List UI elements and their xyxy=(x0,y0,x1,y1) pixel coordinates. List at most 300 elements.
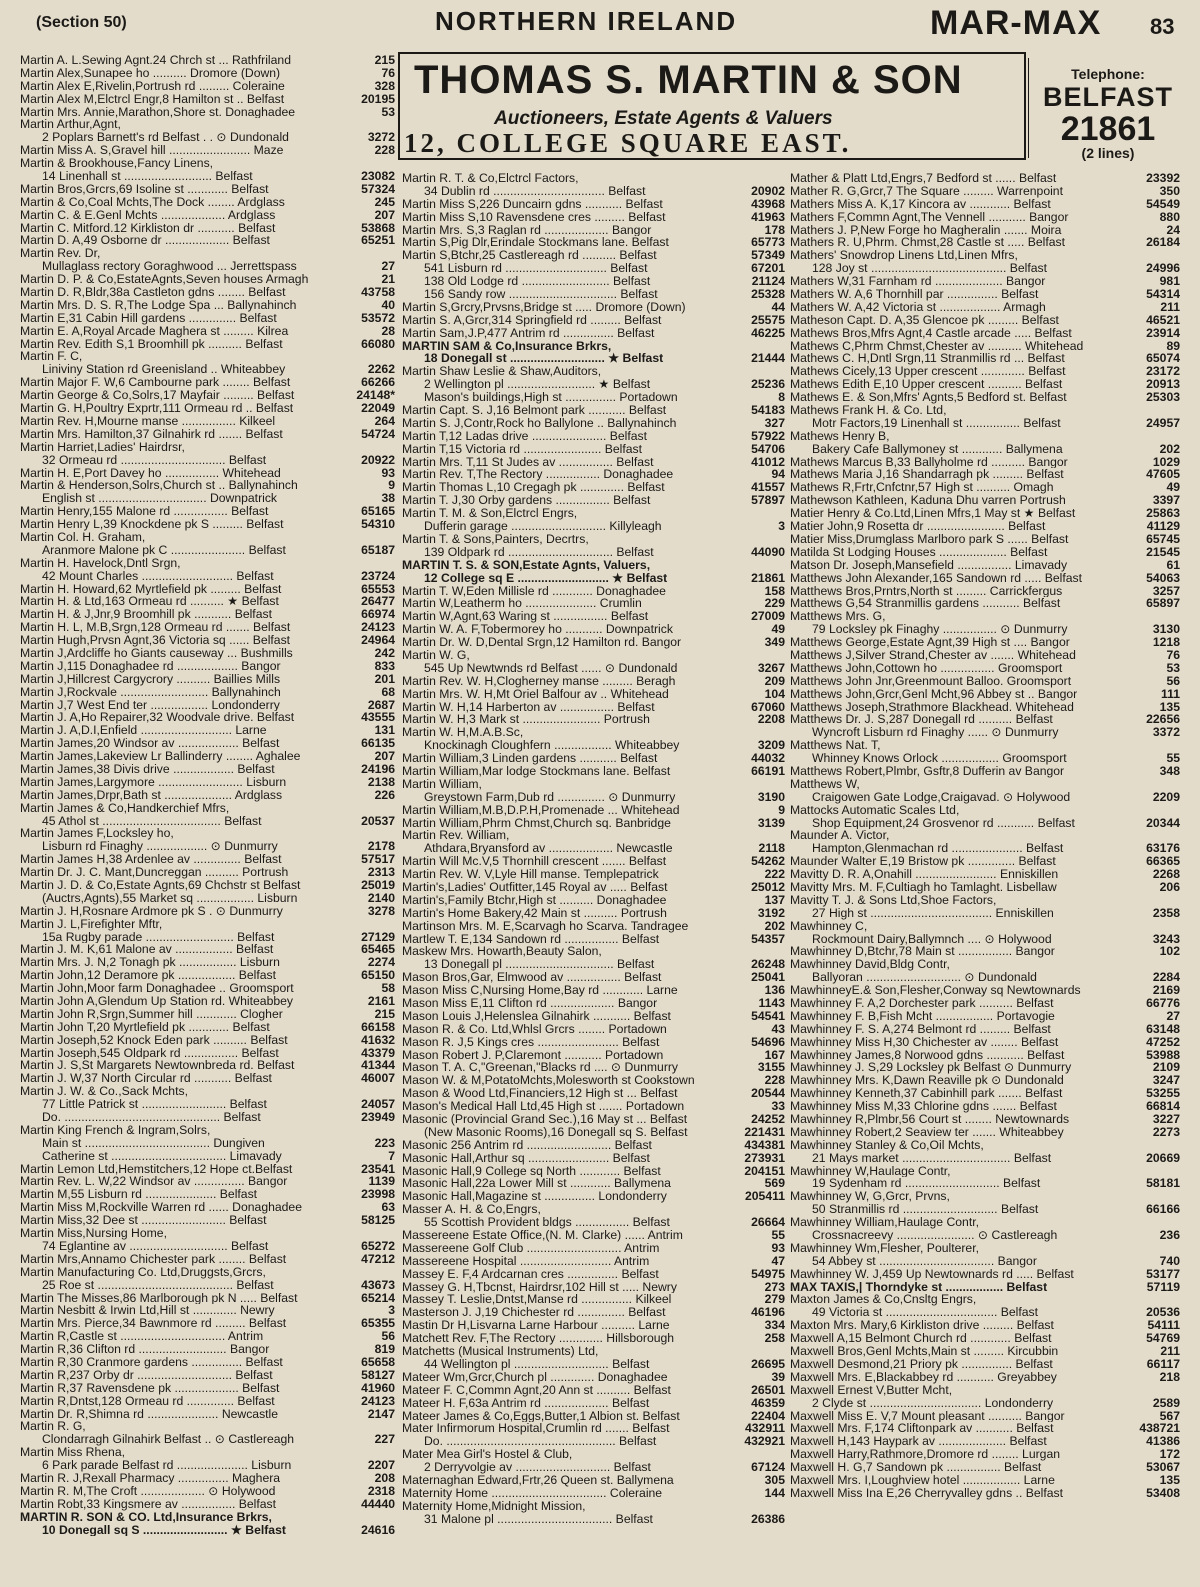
entry-phone-number: 3397 xyxy=(1152,494,1180,508)
entry-text: Martin Rev. H,Mourne manse ................ Kilkeel xyxy=(20,414,276,428)
entry-phone-number: 227 xyxy=(374,1433,395,1447)
entry-phone-number: 43 xyxy=(771,1022,785,1036)
entry-text: Matthews Nat. T, xyxy=(790,739,881,753)
entry-phone-number: 26248 xyxy=(751,958,785,972)
entry-text: 15a Rugby parade .......................... Belfast xyxy=(42,930,275,944)
entry-text: Martin H. & Ltd,163 Ormeau rd .......... ★ Belfast xyxy=(20,595,279,609)
entry-phone-number: 158 xyxy=(764,584,785,598)
entry-phone-number: 57349 xyxy=(751,249,785,263)
directory-entry xyxy=(20,995,395,1008)
entry-text: Martin E. A,Royal Arcade Maghera st ......... Kilrea xyxy=(20,324,289,338)
entry-text: Matthews John Jnr,Greenmount Balloo. Groomsport xyxy=(790,674,1072,688)
entry-phone-number: 53255 xyxy=(1146,1087,1180,1101)
entry-text: Martin Sam,J.P,477 Antrim rd ............... Belfast xyxy=(402,326,655,340)
entry-text: Martin Nesbitt & Irwin Ltd,Hill st ............. Newry xyxy=(20,1304,275,1318)
directory-entry xyxy=(790,662,1180,675)
directory-entry xyxy=(20,286,395,299)
entry-text: Martin Col. H. Graham, xyxy=(20,530,146,544)
entry-phone-number: 54706 xyxy=(751,442,785,456)
entry-phone-number: 61 xyxy=(1166,558,1180,572)
directory-entry xyxy=(402,778,785,791)
entry-phone-number: 2274 xyxy=(367,956,395,970)
entry-text: Massey T. Leslie,Dntst,Manse rd ............... Kilkeel xyxy=(402,1293,672,1307)
entry-text: Do. .................................................. Belfast xyxy=(424,1435,657,1449)
directory-entry xyxy=(20,467,395,480)
entry-phone-number: 43758 xyxy=(361,286,395,299)
directory-entry xyxy=(20,660,395,673)
directory-entry xyxy=(20,1124,395,1137)
directory-entry xyxy=(402,443,785,456)
directory-entry xyxy=(790,688,1180,701)
entry-text: Martin Mrs. J. N,2 Tonagh pk ................. Lisburn xyxy=(20,956,280,970)
entry-text: Matthews Bros,Prntrs,North st ......... Carrickfergus xyxy=(790,584,1063,598)
entry-text: Maxton James & Co,Cnsltg Engrs, xyxy=(790,1293,977,1307)
directory-entry xyxy=(20,479,395,492)
directory-entry xyxy=(402,481,785,494)
directory-entry xyxy=(20,1485,395,1498)
entry-phone-number: 20902 xyxy=(751,184,785,198)
directory-entry xyxy=(402,1384,785,1397)
entry-phone-number: 89 xyxy=(1166,339,1180,353)
entry-phone-number: 56 xyxy=(1166,674,1180,688)
directory-entry xyxy=(402,585,785,598)
directory-entry xyxy=(790,1010,1180,1023)
entry-text: Martin James F,Locksley ho, xyxy=(20,827,174,841)
directory-entry xyxy=(402,494,785,507)
entry-text: Martin A. L.Sewing Agnt.24 Chrch st ... Rathfriland xyxy=(20,54,291,67)
entry-phone-number: 981 xyxy=(1159,275,1180,289)
entry-phone-number: 305 xyxy=(764,1473,785,1487)
entry-phone-number: 201 xyxy=(374,672,395,686)
entry-phone-number: 2268 xyxy=(1152,868,1180,881)
directory-entry xyxy=(402,468,785,481)
entry-text: Matier John,9 Rosetta dr ....................... Belfast xyxy=(790,520,1046,533)
entry-text: Mateer H. F,63a Antrim rd ................... Belfast xyxy=(402,1396,650,1410)
directory-entry xyxy=(20,1034,395,1047)
entry-text: Clondarragh Gilnahirk Belfast .. ⊙ Castlereagh xyxy=(42,1433,295,1447)
entry-phone-number: 40 xyxy=(381,298,395,312)
directory-entry xyxy=(402,275,785,288)
entry-phone-number: 41960 xyxy=(361,1381,395,1395)
directory-entry xyxy=(790,804,1180,817)
entry-text: 14 Linenhall st .......................... Belfast xyxy=(42,170,253,183)
entry-phone-number: 57119 xyxy=(1146,1280,1180,1294)
entry-text: Martin D. R,Bldr,38a Castleton gdns ........ Belfast xyxy=(20,286,286,299)
directory-entry xyxy=(20,67,395,80)
directory-entry xyxy=(20,969,395,982)
entry-text: Martin Mrs. D. S. R,The Lodge Spa ... Ballynahinch xyxy=(20,298,297,312)
directory-entry xyxy=(790,817,1180,830)
entry-text: Martin H. E,Port Davey ho ................ Whitehead xyxy=(20,466,281,480)
directory-entry xyxy=(20,1369,395,1382)
entry-phone-number: 44 xyxy=(771,300,785,314)
entry-phone-number: 3372 xyxy=(1152,726,1180,740)
entry-text: 79 Locksley pk Finaghy ................ ⊙ Dunmurry xyxy=(812,623,1068,637)
directory-entry xyxy=(20,776,395,789)
entry-phone-number: 66266 xyxy=(361,376,395,390)
directory-entry xyxy=(20,389,395,402)
directory-entry xyxy=(402,1126,785,1139)
directory-entry xyxy=(402,1281,785,1294)
entry-phone-number: 273 xyxy=(764,1280,785,1294)
directory-entry xyxy=(402,172,785,185)
directory-entry xyxy=(20,196,395,209)
telephone-city: BELFAST xyxy=(1042,82,1173,112)
directory-entry xyxy=(790,1113,1180,1126)
entry-text: Matthews Mrs. G, xyxy=(790,610,886,624)
directory-entry xyxy=(790,211,1180,224)
entry-phone-number: 23541 xyxy=(361,1162,395,1176)
directory-entry xyxy=(790,997,1180,1010)
entry-phone-number: 25303 xyxy=(1146,391,1180,405)
entry-text: Mathers W,31 Farnham rd .................... Bangor xyxy=(790,275,1046,289)
directory-entry xyxy=(790,765,1180,778)
directory-entry xyxy=(402,997,785,1010)
entry-text: Martin Bros,Grcrs,69 Isoline st ............ Belfast xyxy=(20,182,269,196)
entry-text: Mathews Marcus B,33 Ballyholme rd .......... Bangor xyxy=(790,455,1068,469)
entry-phone-number: 104 xyxy=(764,687,785,701)
entry-text: Masonic Hall,9 College sq North ............ Belfast xyxy=(402,1164,661,1178)
directory-entry xyxy=(20,982,395,995)
entry-text: Mawhinney F. S. A,274 Belmont rd ......... Belfast xyxy=(790,1022,1051,1036)
directory-entry xyxy=(402,430,785,443)
entry-phone-number: 2178 xyxy=(367,840,395,854)
entry-text: Mawhinney D,Btchr,78 Main st ................ Bangor xyxy=(790,945,1055,959)
entry-text: Maunder Walter E,19 Bristow pk .............. Belfast xyxy=(790,855,1056,869)
entry-phone-number: 350 xyxy=(1159,184,1180,198)
entry-text: Mawhinney James,8 Norwood gdns ........... Belfast xyxy=(790,1048,1065,1062)
entry-phone-number: 2169 xyxy=(1152,984,1180,997)
directory-entry xyxy=(402,1229,785,1242)
entry-phone-number: 28 xyxy=(381,324,395,338)
entry-text: Martin Miss,Nursing Home, xyxy=(20,1227,167,1240)
entry-phone-number: 223 xyxy=(374,1136,395,1150)
directory-entry xyxy=(402,1139,785,1152)
entry-phone-number: 27129 xyxy=(361,930,395,944)
entry-text: Mathews Cicely,13 Upper crescent ............. Belfast xyxy=(790,365,1066,379)
entry-phone-number: 3155 xyxy=(757,1061,785,1075)
entry-text: Mathews C,Phrm Chmst,Chester av .......... Whitehead xyxy=(790,339,1084,353)
directory-entry xyxy=(402,1293,785,1306)
entry-phone-number: 20195 xyxy=(361,92,395,106)
directory-entry xyxy=(790,546,1180,559)
entry-text: Martin F. C, xyxy=(20,350,83,364)
entry-phone-number: 25863 xyxy=(1146,507,1180,521)
directory-entry xyxy=(20,441,395,454)
listing-column-1 xyxy=(20,54,395,1536)
entry-text: Matthews J,Silver Strand,Chester av ....... Whitehead xyxy=(790,648,1076,662)
directory-entry xyxy=(20,273,395,286)
directory-entry xyxy=(402,1100,785,1113)
entry-phone-number: 349 xyxy=(764,636,785,649)
entry-text: Martin Alex M,Elctrcl Engr,8 Hamilton st .. Belfast xyxy=(20,92,285,106)
entry-text: Matthews John,Grcr,Genl Mcht,96 Abbey st .. Bangor xyxy=(790,687,1078,701)
entry-text: 128 Joy st ........................................ Belfast xyxy=(812,262,1048,276)
entry-text: Martin J. W,37 North Circular rd ........... Belfast xyxy=(20,1072,272,1086)
directory-entry xyxy=(20,583,395,596)
entry-phone-number: 3257 xyxy=(1152,584,1180,598)
directory-entry xyxy=(20,1317,395,1330)
entry-text: MARTIN T. S. & SON,Estate Agnts, Valuers, xyxy=(402,558,651,572)
entry-phone-number: 3190 xyxy=(757,790,785,804)
directory-entry xyxy=(20,260,395,273)
entry-text: Mawhinney F. A,2 Dorchester park .......... Belfast xyxy=(790,997,1054,1010)
directory-entry xyxy=(402,1422,785,1435)
entry-text: Martin James H,38 Ardenlee av .............. Belfast xyxy=(20,853,282,867)
entry-text: 42 Mount Charles ........................... Belfast xyxy=(42,569,274,583)
entry-phone-number: 53988 xyxy=(1146,1048,1180,1062)
entry-text: Mathers Miss A. K,17 Kincora av ............ Belfast xyxy=(790,197,1051,211)
page-header xyxy=(30,6,1180,40)
entry-phone-number: 67124 xyxy=(751,1461,785,1474)
directory-entry xyxy=(402,1448,785,1461)
entry-phone-number: 9 xyxy=(388,479,395,493)
directory-entry xyxy=(20,454,395,467)
entry-text: Matthews John Alexander,165 Sandown rd ..... Belfast xyxy=(790,571,1082,585)
directory-entry xyxy=(402,984,785,997)
entry-text: Martin T. M. & Son,Elctrcl Engrs, xyxy=(402,507,578,521)
directory-entry xyxy=(790,1397,1180,1410)
entry-text: Mawhinney F. B,Fish Mcht ................. Portavogie xyxy=(790,1009,1055,1023)
entry-text: Martin S. J,Contr,Rock ho Ballylone .. Ballynahinch xyxy=(402,416,677,430)
entry-phone-number: 65465 xyxy=(361,943,395,957)
entry-text: MARTIN SAM & Co,Insurance Brkrs, xyxy=(402,339,612,353)
directory-entry xyxy=(790,597,1180,610)
entry-text: Martin Hugh,Prvsn Agnt,36 Victoria sq ...... Belfast xyxy=(20,634,291,647)
entry-text: Motr Factors,19 Linenhall st ................ Belfast xyxy=(812,416,1061,430)
entry-text: Martin R,36 Clifton rd .......................... Bangor xyxy=(20,1343,270,1356)
entry-phone-number: 54357 xyxy=(751,932,785,946)
directory-entry xyxy=(20,363,395,376)
entry-text: Matthews W, xyxy=(790,777,860,791)
entry-text: Martin Robt,33 Kingsmere av ................ Belfast xyxy=(20,1497,277,1511)
entry-text: 25 Roe st ........................................ Belfast xyxy=(42,1278,274,1292)
entry-text: Maxwell H. G,7 Sandown pk ................ Belfast xyxy=(790,1461,1042,1474)
entry-phone-number: 53 xyxy=(381,105,395,119)
entry-phone-number: 27 xyxy=(381,260,395,274)
entry-text: Greystown Farm,Dub rd .............. ⊙ Dunmurry xyxy=(424,790,676,804)
directory-entry xyxy=(402,636,785,649)
entry-phone-number: 218 xyxy=(1159,1370,1180,1384)
directory-entry xyxy=(20,325,395,338)
directory-entry xyxy=(790,1487,1180,1500)
entry-text: Mason Bros,Gar, Elmwood av ................ Belfast xyxy=(402,971,662,985)
entry-text: Martin J. A,D.I,Enfield ........................... Larne xyxy=(20,724,267,738)
entry-text: Martin Dr. J. C. Mant,Duncreggan .......... Portrush xyxy=(20,866,289,879)
entry-text: MAX TAXIS,| Thorndyke st ................. Belfast xyxy=(790,1280,1048,1294)
entry-phone-number: 43379 xyxy=(361,1046,395,1060)
entry-text: Massey G. H,Tbcnst, Hairdrsr,102 Hill st ..... Newry xyxy=(402,1280,677,1294)
entry-text: Maxwell Miss E. V,7 Mount pleasant .......... Bangor xyxy=(790,1409,1065,1423)
entry-text: Martin W. A. F,Tobermorey ho ........... Downpatrick xyxy=(402,623,673,637)
entry-text: Matthews G,54 Stranmillis gardens ........... Belfast xyxy=(790,597,1061,611)
entry-text: Martin C. & E.Genl Mchts ................... Ardglass xyxy=(20,208,276,222)
entry-phone-number: 43673 xyxy=(361,1278,395,1292)
directory-entry xyxy=(402,1087,785,1100)
directory-entry xyxy=(402,572,785,585)
entry-text: Martin S,Pig Dlr,Erindale Stockmans lane. Belfast xyxy=(402,236,669,250)
entry-text: Martin H. Howard,62 Myrtlefield pk ......... Belfast xyxy=(20,582,282,596)
directory-entry xyxy=(20,338,395,351)
directory-entry xyxy=(20,1137,395,1150)
directory-entry xyxy=(20,1008,395,1021)
directory-entry xyxy=(20,1240,395,1253)
entry-text: Mason Louis J,Helenslea Gilnahirk ........... Belfast xyxy=(402,1009,671,1023)
entry-phone-number: 41386 xyxy=(1146,1435,1180,1449)
entry-phone-number: 1029 xyxy=(1152,455,1180,469)
entry-text: Shop Equipment,24 Grosvenor rd ........... Belfast xyxy=(812,816,1075,830)
directory-entry xyxy=(790,533,1180,546)
directory-entry xyxy=(20,827,395,840)
entry-phone-number: 66814 xyxy=(1146,1100,1180,1114)
directory-entry xyxy=(20,1175,395,1188)
entry-phone-number: 23082 xyxy=(361,170,395,183)
directory-entry xyxy=(402,1319,785,1332)
entry-text: Martin George & Co,Solrs,17 Mayfair ......... Belfast xyxy=(20,389,295,403)
entry-phone-number: 3267 xyxy=(757,661,785,675)
entry-text: Martin W,Agnt,63 Waring st ................ Belfast xyxy=(402,610,649,624)
entry-text: 55 Scottish Provident bldgs ................ Belfast xyxy=(424,1216,670,1230)
entry-text: Martin E,31 Cabin Hill gardens .............. Belfast xyxy=(20,311,277,325)
entry-phone-number: 3 xyxy=(778,520,785,533)
entry-phone-number: 136 xyxy=(764,984,785,997)
entry-phone-number: 57897 xyxy=(751,494,785,508)
entry-phone-number: 833 xyxy=(374,659,395,673)
directory-entry xyxy=(20,879,395,892)
entry-phone-number: 236 xyxy=(1159,1229,1180,1242)
region-title: NORTHERN IRELAND xyxy=(435,6,738,36)
entry-text: Mateer F. C,Commn Agnt,20 Ann st .......... Belfast xyxy=(402,1383,671,1397)
entry-text: Martin Harriet,Ladies' Hairdrsr, xyxy=(20,440,185,454)
entry-text: Mather R. G,Grcr,7 The Square ......... Warrenpoint xyxy=(790,184,1063,198)
entry-text: Martin J. L,Firefighter Mftr, xyxy=(20,917,163,931)
entry-text: Martin W. H,3 Mark st ....................... Portrush xyxy=(402,713,650,727)
directory-entry xyxy=(402,327,785,340)
entry-text: Mawhinney Miss M,33 Chlorine gdns ....... Belfast xyxy=(790,1100,1057,1114)
directory-entry xyxy=(402,314,785,327)
directory-entry xyxy=(402,765,785,778)
directory-entry xyxy=(790,172,1180,185)
entry-phone-number: 49 xyxy=(771,623,785,637)
entry-text: 31 Malone pl .................................. Belfast xyxy=(424,1512,653,1526)
advert-tagline: Auctioneers, Estate Agents & Valuers xyxy=(494,108,833,129)
entry-text: Matson Dr. Joseph,Mansefield ................ Limavady xyxy=(790,558,1068,572)
entry-text: Mattocks Automatic Scales Ltd, xyxy=(790,803,960,817)
entry-text: Aranmore Malone pk C ...................... Belfast xyxy=(42,543,286,557)
directory-entry xyxy=(402,1474,785,1487)
entry-phone-number: 58 xyxy=(381,982,395,996)
entry-text: Masonic 256 Antrim rd ......................... Belfast xyxy=(402,1138,652,1152)
directory-entry xyxy=(20,1433,395,1446)
directory-entry xyxy=(402,842,785,855)
entry-text: Bakery Cafe Ballymoney st ............ Ballymena xyxy=(812,442,1063,456)
entry-phone-number: 21861 xyxy=(751,571,785,585)
entry-text: Martin T,12 Ladas drive ...................... Belfast xyxy=(402,429,647,443)
directory-entry xyxy=(402,920,785,933)
directory-entry xyxy=(402,559,785,572)
directory-entry xyxy=(20,247,395,260)
directory-entry xyxy=(20,428,395,441)
entry-phone-number: 222 xyxy=(764,868,785,881)
directory-entry xyxy=(402,391,785,404)
directory-entry xyxy=(402,236,785,249)
entry-text: Martin's Home Bakery,42 Main st .......... Portrush xyxy=(402,906,667,920)
entry-text: Rockmount Dairy,Ballymnch .... ⊙ Holywood xyxy=(812,932,1052,946)
entry-text: Martin John T,20 Myrtlefield pk ............ Belfast xyxy=(20,1020,270,1034)
directory-entry xyxy=(790,933,1180,946)
entry-text: (Auctrs,Agnts),55 Market sq ................. Lisburn xyxy=(42,891,298,905)
entry-text: 541 Lisburn rd .............................. Belfast xyxy=(424,262,648,276)
entry-text: Martin Mrs. Pierce,34 Bawnmore rd ......... Belfast xyxy=(20,1317,287,1331)
entry-phone-number: 24057 xyxy=(361,1098,395,1112)
directory-entry xyxy=(20,415,395,428)
directory-entry xyxy=(790,443,1180,456)
directory-entry xyxy=(20,1188,395,1201)
entry-phone-number: 144 xyxy=(764,1486,785,1500)
entry-text: Maxwell A,15 Belmont Church rd ............ Belfast xyxy=(790,1332,1052,1346)
directory-entry xyxy=(402,198,785,211)
entry-phone-number: 2140 xyxy=(367,891,395,905)
directory-entry xyxy=(790,778,1180,791)
directory-entry xyxy=(790,494,1180,507)
entry-phone-number: 66080 xyxy=(361,337,395,351)
entry-text: Mason W. & M,PotatoMchts,Molesworth st Cookstown xyxy=(402,1074,695,1088)
directory-entry xyxy=(20,1382,395,1395)
directory-entry xyxy=(790,636,1180,649)
directory-entry xyxy=(402,855,785,868)
entry-text: Martin William,M.B,D.P.H,Promenade ... Whitehead xyxy=(402,803,680,817)
entry-text: Martin T. J,30 Orby gardens ................ Belfast xyxy=(402,494,651,508)
entry-text: Mateer Wm,Grcr,Church pl ............. Donaghadee xyxy=(402,1370,668,1384)
entry-text: Martin John R,Srgn,Summer hill ............ Clogher xyxy=(20,1007,283,1021)
entry-text: Martin T,15 Victoria rd ....................... Belfast xyxy=(402,442,642,456)
directory-entry xyxy=(20,1330,395,1343)
directory-entry xyxy=(20,866,395,879)
entry-text: Maxwell Ernest V,Butter Mcht, xyxy=(790,1383,953,1397)
entry-text: Maxwell Bros,Genl Mchts,Main st ......... Kircubbin xyxy=(790,1345,1059,1358)
directory-entry xyxy=(790,971,1180,984)
entry-text: Mavitty D. R. A,Onahill ........................ Enniskillen xyxy=(790,868,1059,881)
entry-phone-number: 20913 xyxy=(1146,378,1180,392)
directory-entry xyxy=(402,1487,785,1500)
entry-phone-number: 65074 xyxy=(1146,352,1180,366)
directory-entry xyxy=(402,752,785,765)
entry-phone-number: 76 xyxy=(1166,648,1180,662)
entry-text: Mathers J. P,New Forge ho Magheralin ....... Moira xyxy=(790,223,1062,237)
directory-entry xyxy=(790,1281,1180,1294)
entry-phone-number: 58127 xyxy=(361,1368,395,1382)
entry-phone-number: 438721 xyxy=(1139,1422,1180,1436)
directory-entry xyxy=(790,739,1180,752)
entry-text: Martin J,Rockvale .......................... Ballynahinch xyxy=(20,685,281,699)
entry-phone-number: 63148 xyxy=(1146,1022,1180,1036)
directory-entry xyxy=(20,1524,395,1537)
entry-text: 2 Derryvolgie av ............................ Belfast xyxy=(424,1461,651,1474)
entry-text: Martin J. D. & Co,Estate Agnts,69 Chchstr st Belfast xyxy=(20,879,301,892)
entry-phone-number: 54262 xyxy=(751,855,785,869)
entry-phone-number: 20344 xyxy=(1146,816,1180,830)
entry-phone-number: 47 xyxy=(771,1254,785,1268)
directory-entry xyxy=(20,647,395,660)
entry-phone-number: 38 xyxy=(381,492,395,506)
directory-entry xyxy=(20,634,395,647)
entry-text: Mawhinney W, G,Grcr, Prvns, xyxy=(790,1190,950,1204)
directory-entry xyxy=(790,1152,1180,1165)
advert-firm-name: THOMAS S. MARTIN & SON xyxy=(414,58,963,102)
directory-entry xyxy=(20,1395,395,1408)
directory-entry xyxy=(402,520,785,533)
telephone-lines: (2 lines) xyxy=(1081,145,1135,161)
